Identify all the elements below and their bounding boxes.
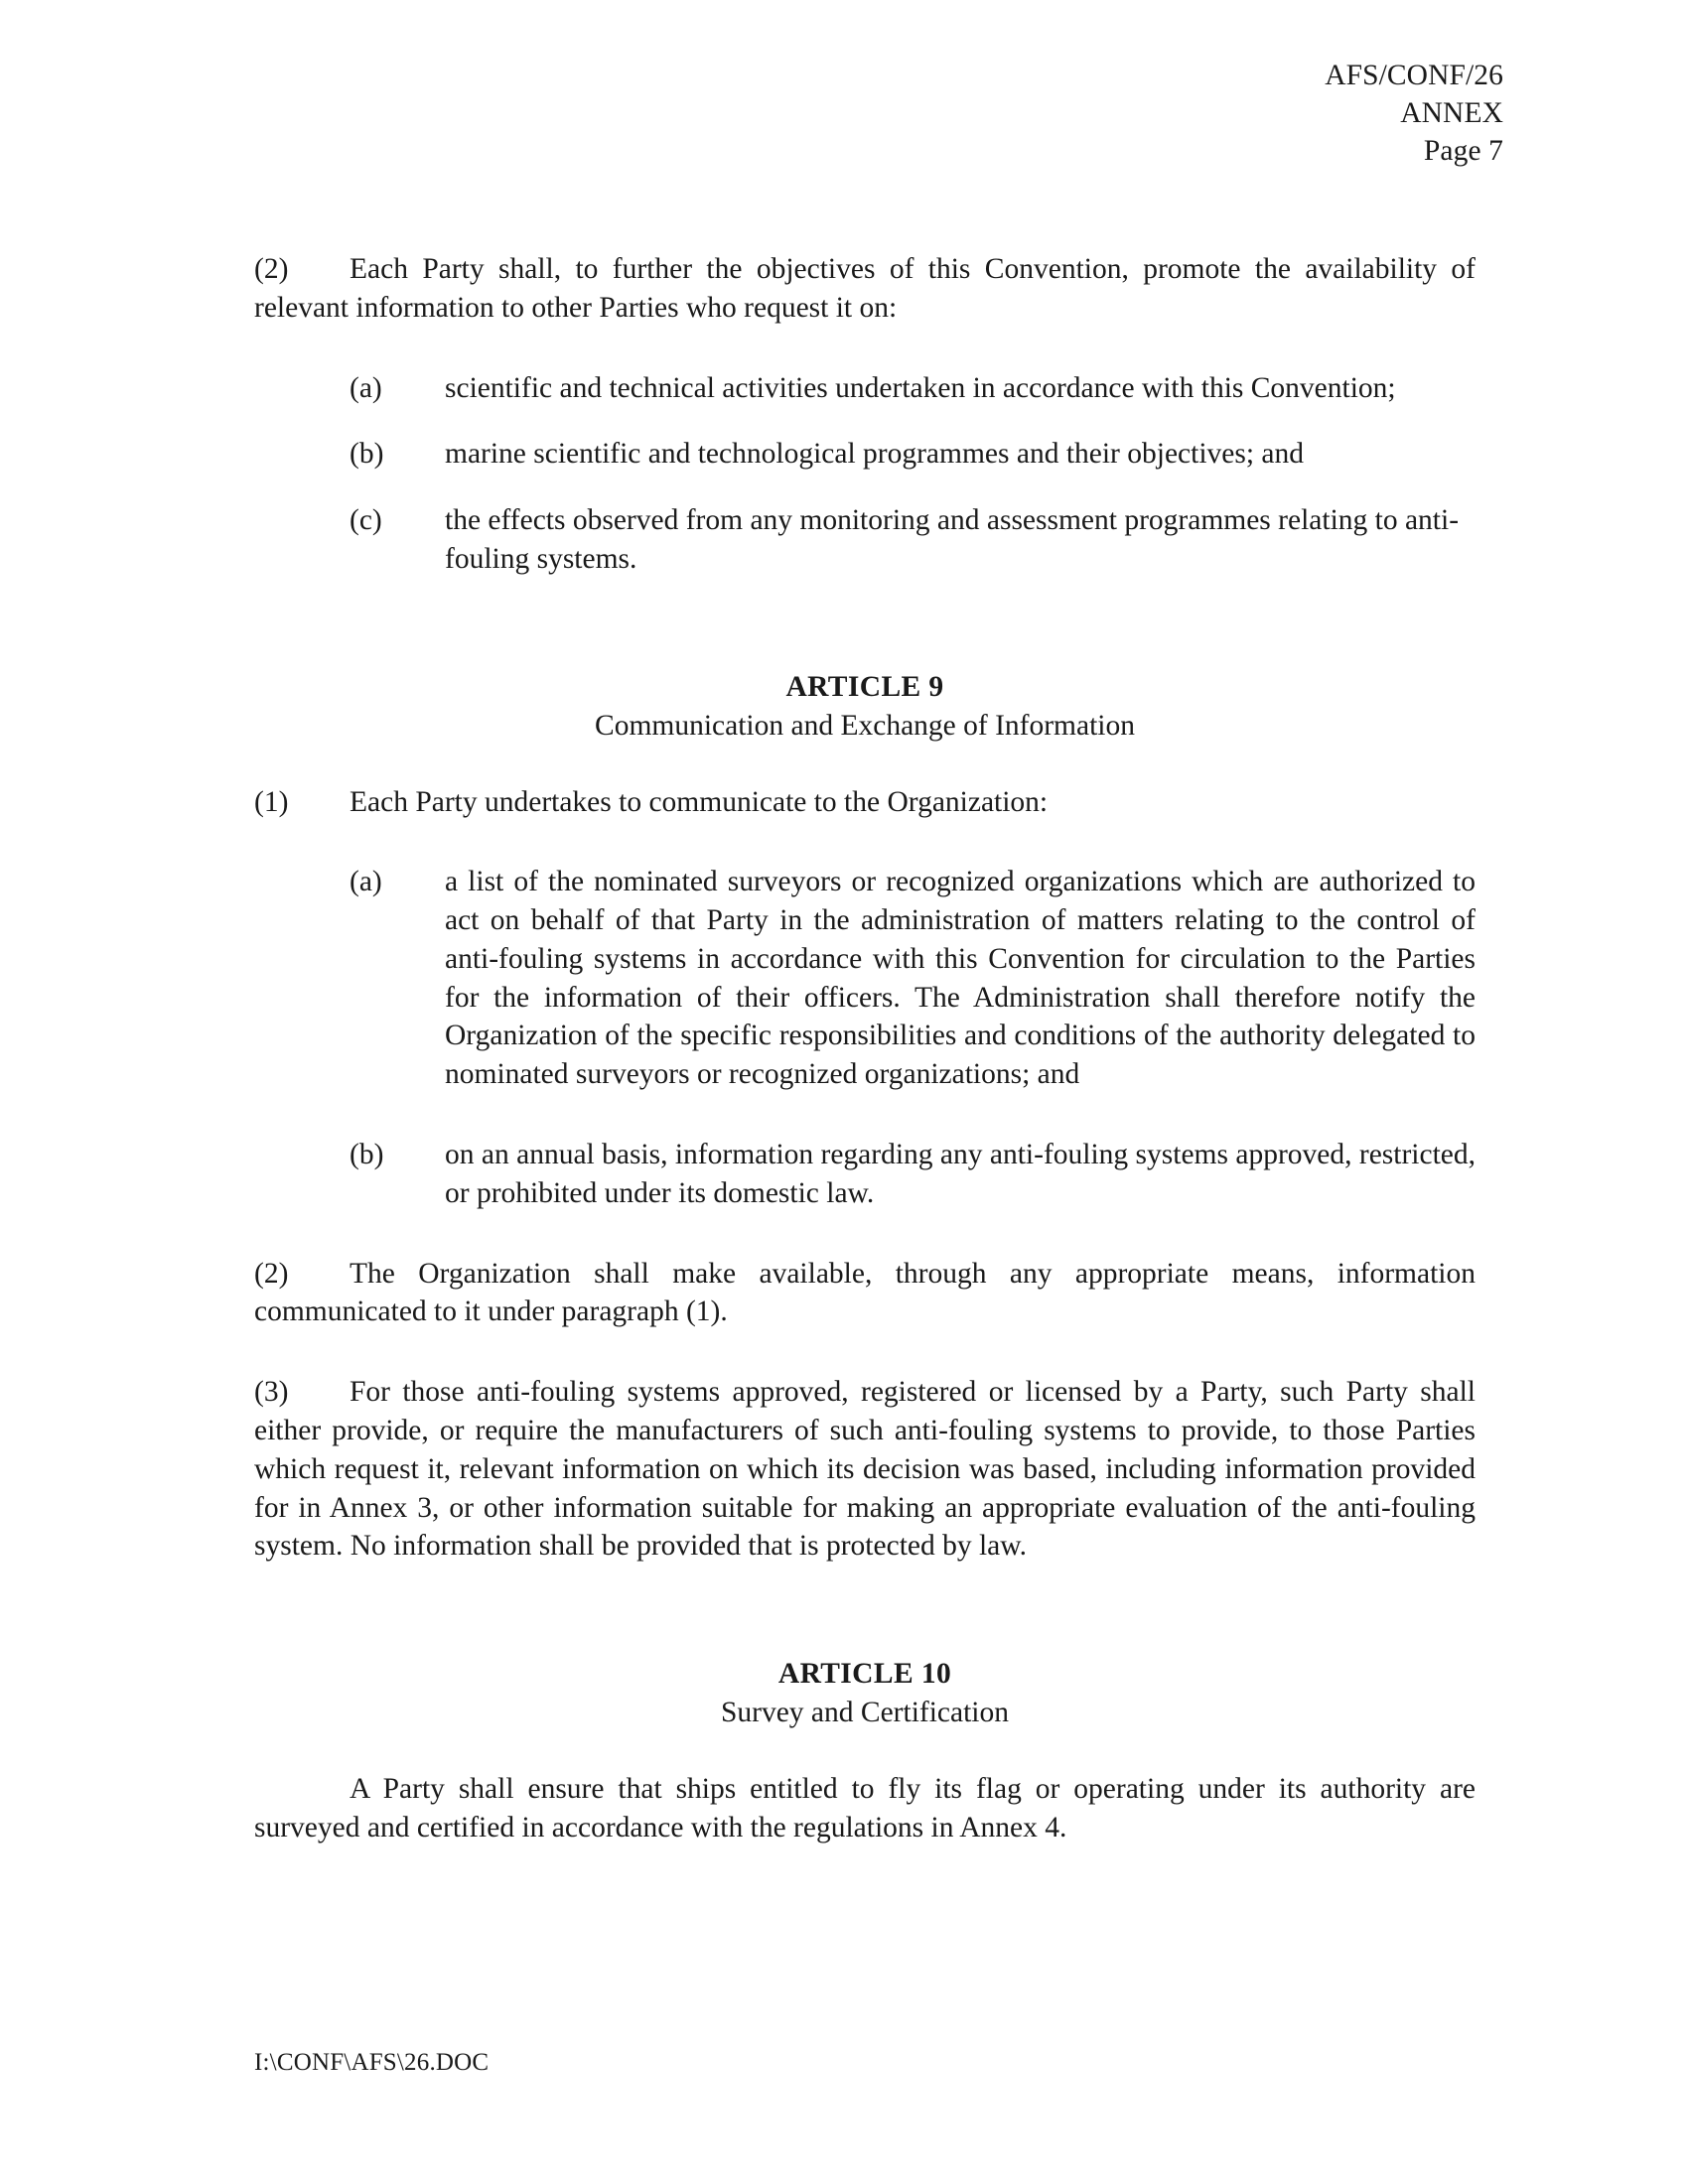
spacer — [254, 1732, 1476, 1770]
list-item-text: on an annual basis, information regarding any anti-fouling systems approved, restricted, or prohibited under its domestic law. — [445, 1139, 1476, 1209]
paragraph-text: Each Party shall, to further the objectives of this Convention, promote the availability of relevant information to other Parties who request it on: — [254, 253, 1476, 324]
list-item-letter: (a) — [350, 866, 382, 898]
paragraph-number: (1) — [254, 785, 289, 818]
article-10-title: ARTICLE 10 — [777, 1658, 952, 1691]
spacer — [254, 607, 1476, 668]
document-body — [254, 250, 1476, 1875]
spacer — [254, 849, 1476, 863]
spacer — [254, 1122, 1476, 1136]
list-item-letter: (b) — [350, 438, 384, 471]
list-item-letter: (c) — [350, 504, 382, 537]
paragraph-article9-3 — [254, 1373, 1476, 1566]
header-page-number: Page 7 — [1423, 134, 1503, 167]
article-9-title: ARTICLE 9 — [785, 670, 944, 703]
spacer — [254, 1241, 1476, 1255]
article-9-heading — [254, 668, 1476, 746]
spacer — [254, 1593, 1476, 1655]
spacer — [254, 746, 1476, 783]
paragraph-article8-2 — [254, 250, 1476, 328]
list-item-c-article8 — [350, 501, 1476, 579]
article-10-heading — [254, 1655, 1476, 1732]
header-annex-label: ANNEX — [1400, 96, 1503, 129]
list-item-letter: (a) — [350, 371, 382, 404]
header-document-symbol: AFS/CONF/26 — [1325, 60, 1503, 91]
paragraph-text: For those anti-fouling systems approved, registered or licensed by a Party, such Party shall either provide, or require the manufacturers of such anti-fouling systems to provide, to those Parties which request it, relevant information on which its decision was based, including information provided for in Annex 3, or other information suitable for making an appropriate evaluation of the anti-fouling system. No information shall be provided that is protected by law. — [254, 1376, 1476, 1563]
list-item-b-article9 — [350, 1136, 1476, 1213]
article-9-subtitle: Communication and Exchange of Information — [595, 709, 1135, 742]
list-item-a-article9 — [350, 863, 1476, 1094]
spacer — [254, 1359, 1476, 1373]
paragraph-text: The Organization shall make available, through any appropriate means, information communicated to it under paragraph (1). — [254, 1257, 1476, 1328]
list-item-text: a list of the nominated surveyors or recognized organizations which are authorized to act on behalf of that Party in the administration of matters relating to the control of anti-fouling systems in accordance with this Convention for circulation to the Parties for the information of their officers. The Administration shall therefore notify the Organization of the specific responsibilities and conditions of the authority delegated to nominated surveyors or recognized organizations; and — [445, 866, 1476, 1091]
list-item-text: scientific and technical activities undertaken in accordance with this Convention; — [445, 371, 1396, 404]
paragraph-article9-1 — [254, 783, 1476, 822]
paragraph-article9-2 — [254, 1255, 1476, 1332]
paragraph-text: Each Party undertakes to communicate to the Organization: — [350, 785, 1049, 818]
paragraph-number: (2) — [254, 1257, 289, 1290]
list-item-b-article8 — [350, 435, 1476, 474]
document-footer-path: I:\CONF\AFS\26.DOC — [254, 2049, 490, 2076]
paragraph-number: (3) — [254, 1376, 289, 1409]
article-10-subtitle: Survey and Certification — [720, 1697, 1009, 1728]
spacer — [254, 355, 1476, 369]
list-item-text: the effects observed from any monitoring and assessment programmes relating to anti-fouling systems. — [445, 504, 1460, 575]
paragraph-article10-body: A Party shall ensure that ships entitled to fly its flag or operating under its authority are surveyed and certified in accordance with the regulations in Annex 4. — [254, 1772, 1476, 1843]
list-item-letter: (b) — [350, 1139, 384, 1171]
document-header — [1325, 58, 1503, 170]
list-item-text: marine scientific and technological programmes and their objectives; and — [445, 438, 1305, 471]
list-item-a-article8 — [350, 369, 1476, 408]
paragraph-number: (2) — [254, 253, 289, 285]
